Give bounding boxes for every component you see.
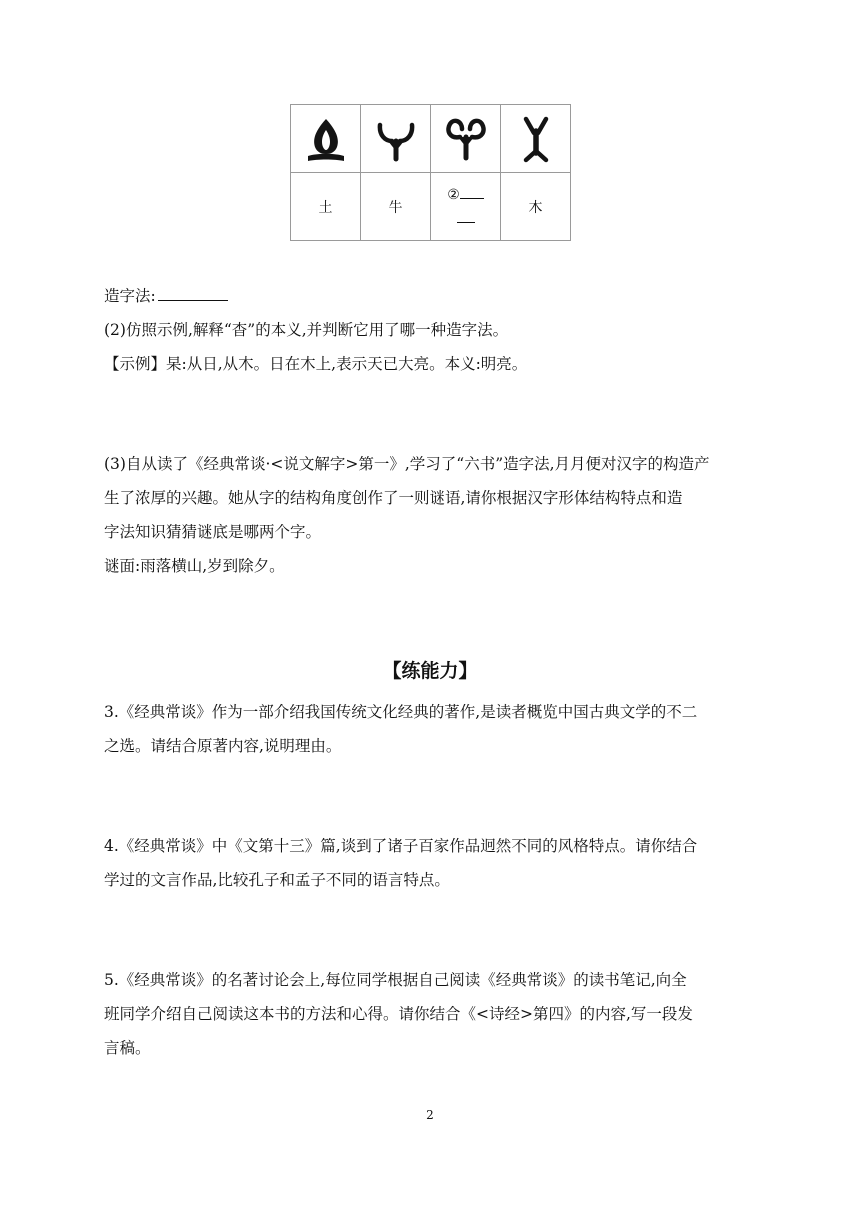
label-cell: 土 [291,173,361,241]
blank-marker: ② [447,186,460,203]
method-answer-blank[interactable] [158,286,228,301]
oracle-bone-tu-icon [300,113,352,165]
practice-q4-line-1: 4.《经典常谈》中《文第十三》篇,谈到了诸子百家作品迥然不同的风格特点。请你结合 [104,837,698,855]
label-cell: 木 [501,173,571,241]
question-3-line-3: 字法知识猜猜谜底是哪两个字。 [104,523,322,541]
glyph-cell-tu [291,105,361,173]
practice-q3-line-1: 3.《经典常谈》作为一部介绍我国传统文化经典的著作,是读者概览中国古典文学的不二 [104,703,698,721]
practice-q4-line-2: 学过的文言作品,比较孔子和孟子不同的语言特点。 [104,871,450,889]
example-text: 【示例】杲:从日,从木。日在木上,表示天已大亮。本义:明亮。 [104,355,528,373]
question-2: (2)仿照示例,解释“杳”的本义,并判断它用了哪一种造字法。 [104,321,509,339]
oracle-bone-mu-icon [510,113,562,165]
practice-q3-line-2: 之选。请结合原著内容,说明理由。 [104,737,342,755]
oracle-bone-yang-icon [440,113,492,165]
practice-q5-line-3: 言稿。 [104,1039,151,1057]
blank-answer-cell[interactable] [431,173,501,241]
glyph-cell-yang [431,105,501,173]
label-cell: 牛 [361,173,431,241]
glyph-cell-mu [501,105,571,173]
oracle-bone-table [290,104,571,241]
riddle-text: 谜面:雨落横山,岁到除夕。 [104,557,285,575]
oracle-bone-niu-icon [370,113,422,165]
method-label: 造字法: [104,287,156,305]
question-3-line-2: 生了浓厚的兴趣。她从字的结构角度创作了一则谜语,请你根据汉字形体结构特点和造 [104,489,683,507]
glyph-cell-niu [361,105,431,173]
section-title: 【练能力】 [382,660,478,682]
glyph-row [291,105,571,173]
page-number: 2 [426,1108,434,1122]
question-3-line-1: (3)自从读了《经典常谈·<说文解字>第一》,学习了“六书”造字法,月月便对汉字的构造产 [104,455,710,473]
label-row [291,173,571,241]
method-line [104,284,228,306]
practice-q5-line-2: 班同学介绍自己阅读这本书的方法和心得。请你结合《<诗经>第四》的内容,写一段发 [104,1005,693,1023]
practice-q5-line-1: 5.《经典常谈》的名著讨论会上,每位同学根据自己阅读《经典常谈》的读书笔记,向全 [104,971,687,989]
